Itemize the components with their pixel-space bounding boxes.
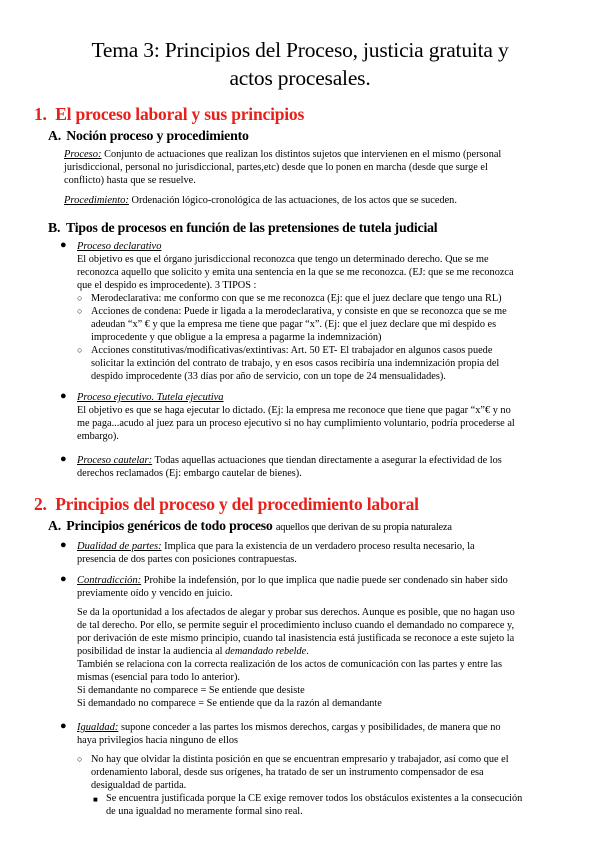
contradiccion-line-1-para xyxy=(77,574,557,587)
olvidar-line-2-para xyxy=(91,766,557,779)
oportunidad-line-2-para xyxy=(77,619,557,632)
declarativo-heading xyxy=(77,240,557,253)
condena-line-3-para xyxy=(91,331,557,344)
igualdad-term: Igualdad: xyxy=(77,722,119,733)
ejecutivo-heading xyxy=(77,391,557,404)
olvidar-line-2: ordenamiento laboral, desde sus orígenes, ha tratado de ser un instrumento compensador de esa xyxy=(91,767,484,778)
section-2a-note: aquellos que derivan de su propia naturaleza xyxy=(275,522,452,533)
relaciona-line-1: También se relaciona con la correcta realización de los actos de comunicación con las partes y entre las xyxy=(77,659,502,670)
oportunidad-line-1-para xyxy=(77,606,557,619)
olvidar-line-1-para xyxy=(91,753,557,766)
section-1a-title: Noción proceso y procedimiento xyxy=(66,128,249,143)
igualdad-line-2: haya privilegios hacia ninguno de ellos xyxy=(77,735,238,746)
proceso-line-1: Conjunto de actuaciones que realizan los distintos sujetos que intervienen en el mismo (personal xyxy=(104,149,502,160)
constitutivas-line-2-para xyxy=(91,357,557,370)
constitutivas-line-3-para xyxy=(91,370,557,383)
demandante-line-para xyxy=(77,684,557,697)
procedimiento-definition xyxy=(64,194,548,207)
declarativo-line-1: El objetivo es que el órgano jurisdiccional reconozca que tengo un determinado derecho. Que se me xyxy=(77,254,489,265)
proceso-line-2: jurisdiccional, personal no jurisdiccional, partes,etc) desde que lo ponen en marcha (desde que surge el xyxy=(64,162,488,173)
procedimiento-text: Ordenación lógico-cronológica de las actuaciones, de los actos que se suceden. xyxy=(131,195,457,206)
bullet-icon: ● xyxy=(60,720,67,732)
ejecutivo-line-2-para xyxy=(77,417,557,430)
oportunidad-line-1: Se da la oportunidad a los afectados de alegar y probar sus derechos. Aunque es posible, que no hagan uso xyxy=(77,607,515,618)
igualdad-line-1-para xyxy=(77,721,557,734)
section-1-title: El proceso laboral y sus principios xyxy=(55,104,305,124)
declarativo-line-2-para xyxy=(77,266,557,279)
circle-bullet-icon: ○ xyxy=(77,293,83,303)
cautelar-line-2-para xyxy=(77,467,557,480)
section-2-heading xyxy=(34,494,419,515)
proceso-line-3-para xyxy=(64,174,548,187)
section-2-number: 2. xyxy=(34,494,47,514)
ejecutivo-line-3: embargo). xyxy=(77,431,119,442)
cautelar-line-1: Todas aquellas actuaciones que tiendan directamente a asegurar la efectividad de los xyxy=(154,455,502,466)
contradiccion-line-1: Prohibe la indefensión, por lo que implica que nadie puede ser condenado sin haber sido xyxy=(143,575,508,586)
dualidad-line-2-para xyxy=(77,553,557,566)
declarativo-term: Proceso declarativo xyxy=(77,241,162,252)
bullet-icon: ● xyxy=(60,539,67,551)
olvidar-line-3-para xyxy=(91,779,557,792)
declarativo-line-2: reconozca aquello que solicito y emita una sentencia en la que se me reconozca. (EJ: que se me reconozca xyxy=(77,267,514,278)
constitutivas-line-3: despido improcedente (33 días por año de servicio, con un tope de 24 mensualidades). xyxy=(91,371,446,382)
bullet-icon: ● xyxy=(60,573,67,585)
justificada-line-1: Se encuentra justificada porque la CE exige remover todos los obstáculos existentes a la consecución xyxy=(106,793,523,804)
declarativo-line-3: que el despido es improcedente). 3 TIPOS : xyxy=(77,280,257,291)
ejecutivo-line-1: El objetivo es que se haga ejecutar lo dictado. (Ej: la empresa me reconoce que tiene que pagar “x”€ y no xyxy=(77,405,511,416)
proceso-line-2-para xyxy=(64,161,548,174)
oportunidad-line-2: de tal derecho. Por ello, se permite seguir el procedimiento incluso cuando el demandado no comparece y, xyxy=(77,620,515,631)
oportunidad-line-4-para xyxy=(77,645,557,658)
square-bullet-icon: ■ xyxy=(93,795,98,804)
demandante-line: Si demandante no comparece = Se entiende que desiste xyxy=(77,685,305,696)
olvidar-line-1: No hay que olvidar la distinta posición en que se encuentran empresario y trabajador, así como que el xyxy=(91,754,509,765)
igualdad-line-2-para xyxy=(77,734,557,747)
bullet-icon: ● xyxy=(60,390,67,402)
section-1a-heading xyxy=(48,128,249,144)
declarativo-line-1-para xyxy=(77,253,557,266)
condena-line-3: improcedente y que obligue a la empresa a pagarme la indemnización) xyxy=(91,332,382,343)
section-1-number: 1. xyxy=(34,104,47,124)
dualidad-line-1: Implica que para la existencia de un verdadero proceso resulta necesario, la xyxy=(164,541,475,552)
merodeclarativa-line-1: Merodeclarativa: me conformo con que se me reconozca (Ej: que el juez declare que tengo una RL) xyxy=(91,293,502,304)
section-2-title: Principios del proceso y del procedimiento laboral xyxy=(55,494,419,514)
title-line-1: Tema 3: Principios del Proceso, justicia gratuita y xyxy=(91,38,509,62)
circle-bullet-icon: ○ xyxy=(77,345,83,355)
constitutivas-line-1-para xyxy=(91,344,557,357)
section-2a-number: A. xyxy=(48,518,62,533)
bullet-icon: ● xyxy=(60,453,67,465)
justificada-line-1-para xyxy=(106,792,557,805)
condena-line-2-para xyxy=(91,318,557,331)
contradiccion-term: Contradicción: xyxy=(77,575,142,586)
section-1-heading xyxy=(34,104,304,125)
constitutivas-line-2: solicitar la extinción del contrato de trabajo, y en esos casos recibiría una indemnización propia del xyxy=(91,358,500,369)
demandado-line: Si demandado no comparece = Se entiende que da la razón al demandante xyxy=(77,698,382,709)
justificada-line-2-para xyxy=(106,805,557,818)
demandado-rebelde: demandado rebelde xyxy=(225,646,307,657)
section-1b-heading xyxy=(48,220,437,236)
condena-line-2: adeudan “x” € y que la empresa me tiene que pagar “x”. (Ej: que el juez declare que mi despido es xyxy=(91,319,497,330)
section-1b-title: Tipos de procesos en función de las pretensiones de tutela judicial xyxy=(66,220,438,235)
circle-bullet-icon: ○ xyxy=(77,754,83,764)
cautelar-term: Proceso cautelar: xyxy=(77,455,153,466)
oportunidad-line-4a: posibilidad de instar la audiencia al xyxy=(77,646,223,657)
ejecutivo-line-1-para xyxy=(77,404,557,417)
justificada-line-2: de una igualdad no meramente formal sino real. xyxy=(106,806,303,817)
section-2a-heading xyxy=(48,518,452,534)
section-2a-title: Principios genéricos de todo proceso xyxy=(66,518,273,533)
condena-line-1-para xyxy=(91,305,557,318)
igualdad-line-1: supone conceder a las partes los mismos derechos, cargas y posibilidades, de manera que no xyxy=(121,722,501,733)
dualidad-line-2: presencia de dos partes con posiciones contrapuestas. xyxy=(77,554,297,565)
proceso-definition xyxy=(64,148,548,161)
proceso-term: Proceso: xyxy=(64,149,102,160)
procedimiento-term: Procedimiento: xyxy=(64,195,129,206)
document-title xyxy=(40,36,560,92)
olvidar-line-3: desigualdad de partida. xyxy=(91,780,187,791)
cautelar-line-1-para xyxy=(77,454,557,467)
relaciona-line-1-para xyxy=(77,658,557,671)
relaciona-line-2: mismas (esencial para todo lo anterior). xyxy=(77,672,240,683)
constitutivas-line-1: Acciones constitutivas/modificativas/extintivas: Art. 50 ET- El trabajador en algunos casos puede xyxy=(91,345,493,356)
oportunidad-line-3: por derivación de este mismo principio, cuando tal inasistencia está justificada se reconoce a este sujeto la xyxy=(77,633,515,644)
dualidad-term: Dualidad de partes: xyxy=(77,541,162,552)
contradiccion-line-2-para xyxy=(77,587,557,600)
proceso-line-3: conflicto) hasta que se resuelve. xyxy=(64,175,196,186)
ejecutivo-line-3-para xyxy=(77,430,557,443)
section-1b-number: B. xyxy=(48,220,61,235)
contradiccion-line-2: previamente oído y vencido en juicio. xyxy=(77,588,233,599)
condena-line-1: Acciones de condena: Puede ir ligada a la merodeclarativa, y consiste en que se reconozca que se me xyxy=(91,306,507,317)
relaciona-line-2-para xyxy=(77,671,557,684)
circle-bullet-icon: ○ xyxy=(77,306,83,316)
title-line-2: actos procesales. xyxy=(229,66,371,90)
demandado-line-para xyxy=(77,697,557,710)
ejecutivo-line-2: me paga...acudo al juez para un proceso ejecutivo si no hay cumplimiento voluntario, podría procederse al xyxy=(77,418,515,429)
declarativo-line-3-para xyxy=(77,279,557,292)
oportunidad-line-4c: . xyxy=(306,646,309,657)
bullet-icon: ● xyxy=(60,239,67,251)
cautelar-line-2: derechos reclamados (Ej: embargo cautelar de bienes). xyxy=(77,468,302,479)
section-1a-number: A. xyxy=(48,128,62,143)
dualidad-line-1-para xyxy=(77,540,557,553)
merodeclarativa-item xyxy=(91,292,557,305)
oportunidad-line-3-para xyxy=(77,632,557,645)
ejecutivo-term: Proceso ejecutivo. Tutela ejecutiva xyxy=(77,392,224,403)
